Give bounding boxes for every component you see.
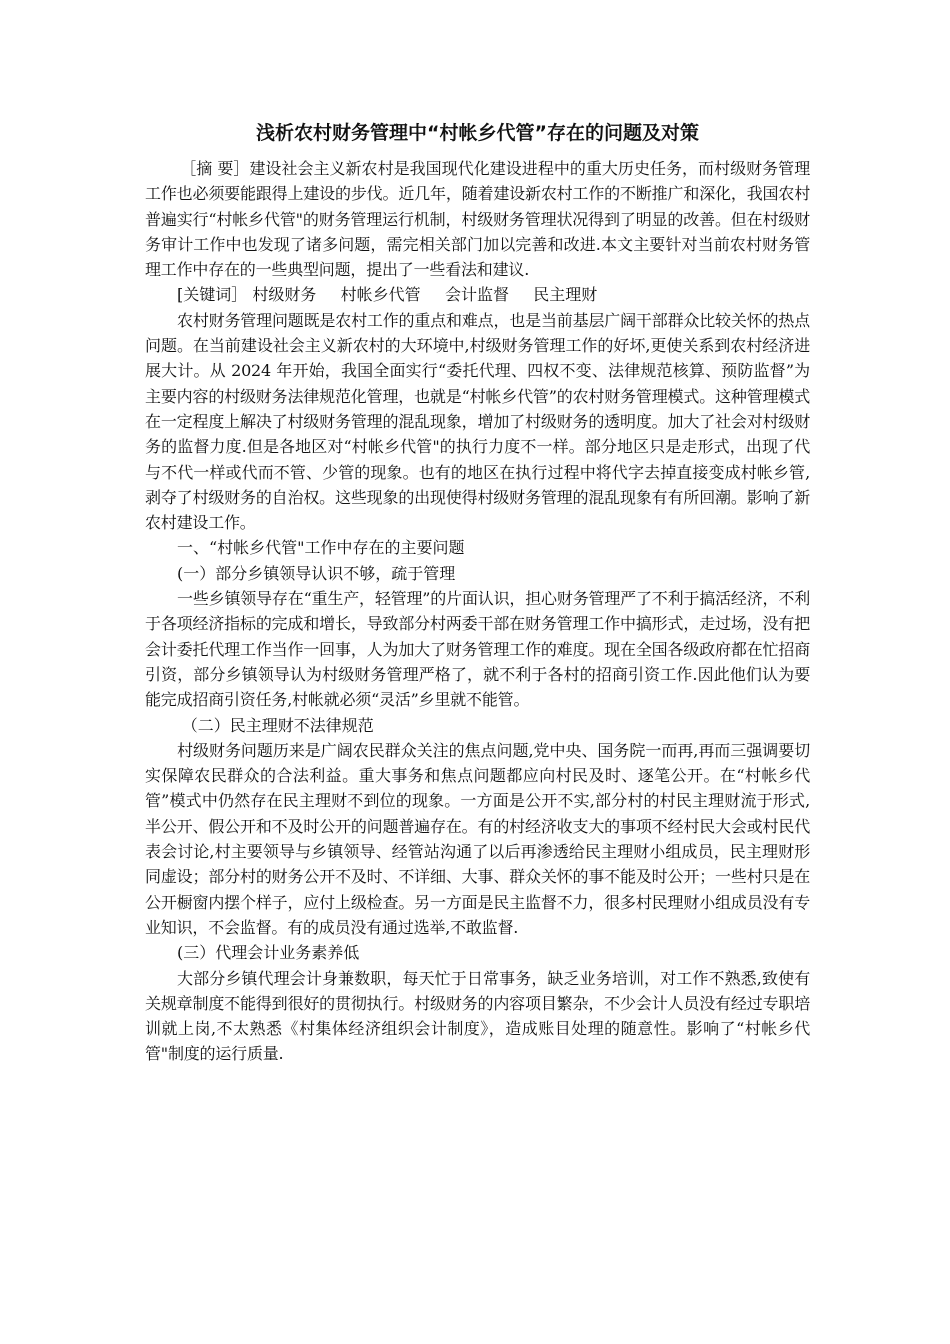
keywords-label: [关键词］ [177,285,248,305]
body-paragraph: 村级财务问题历来是广阔农民群众关注的焦点问题,党中央、国务院一而再,再而三强调要切实保障农民群众的合法利益。重大事务和焦点问题都应向村民及时、逐笔公开。在“村帐乡代管”模式中仍然存在民主理财不到位的现象。一方面是公开不实,部分村的村民主理财流于形式,半公开、假公开和不及时公开的问题普遍存在。有的村经济收支大的事项不经村民大会或村民代表会讨论,村主要领导与乡镇领导、经管站沟通了以后再渗透给民主理财小组成员，民主理财形同虚设；部分村的财务公开不及时、不详细、大事、群众关怀的事不能及时公开；一些村只是在公开橱窗内摆个样子，应付上级检查。另一方面是民主监督不力，很多村民理财小组成员没有专业知识，不会监督。有的成员没有通过选举,不敢监督. [145,740,810,937]
keyword-item: 村级财务 [252,285,317,305]
keyword-item: 民主理财 [533,285,598,305]
body-paragraph: 大部分乡镇代理会计身兼数职，每天忙于日常事务，缺乏业务培训，对工作不熟悉,致使有关规章制度不能得到很好的贯彻执行。村级财务的内容项目繁杂，不少会计人员没有经过专职培训就上岗,不太熟悉《村集体经济组织会计制度》，造成账目处理的随意性。影响了“村帐乡代管"制度的运行质量. [145,968,810,1064]
document-page [145,118,810,1067]
intro-paragraph: 农村财务管理问题既是农村工作的重点和难点，也是当前基层广阔干部群众比较关怀的热点问题。在当前建设社会主义新农村的大环境中,村级财务管理工作的好坏,更使关系到农村经济进展大计。从 2024 年开始，我国全面实行“委托代理、四权不变、法律规范核算、预防监督”为主要内容的村级财务法律规范化管理，也就是“村帐乡代管”的农村财务管理模式。这种管理模式在一定程度上解决了村级财务管理的混乱现象，增加了村级财务的透明度。加大了社会对村级财务的监督力度.但是各地区对“村帐乡代管"的执行力度不一样。部分地区只是走形式，出现了代与不代一样或代而不管、少管的现象。也有的地区在执行过程中将代字去掉直接变成村帐乡管,剥夺了村级财务的自治权。这些现象的出现使得村级财务管理的混乱现象有有所回潮。影响了新农村建设工作。 [145,310,810,533]
abstract-paragraph: ［摘 要］建设社会主义新农村是我国现代化建设进程中的重大历史任务，而村级财务管理工作也必须要能跟得上建设的步伐。近几年，随着建设新农村工作的不断推广和深化，我国农村普遍实行“村帐乡代管"的财务管理运行机制，村级财务管理状况得到了明显的改善。但在村级财务审计工作中也发现了诸多问题，需完相关部门加以完善和改进.本文主要针对当前农村财务管理工作中存在的一些典型问题，提出了一些看法和建议. [145,159,810,280]
subsection-heading: (一）部分乡镇领导认识不够，疏于管理 [177,563,456,583]
subsection-heading: (三）代理会计业务素养低 [177,943,360,963]
body-paragraph: 一些乡镇领导存在“重生产，轻管理”的片面认识，担心财务管理严了不利于搞活经济，不利于各项经济指标的完成和增长，导致部分村两委干部在财务管理工作中搞形式，走过场，没有把会计委托代理工作当作一回事，人为加大了财务管理工作的难度。现在全国各级政府都在忙招商引资，部分乡镇领导认为村级财务管理严格了，就不利于各村的招商引资工作.因此他们认为要能完成招商引资任务,村帐就必须“灵活”乡里就不能管。 [145,589,810,710]
keyword-item: 会计监督 [444,285,509,305]
keywords-line [145,282,810,307]
document-title: 浅析农村财务管理中“村帐乡代管”存在的问题及对策 [256,122,699,144]
section-heading: 一、“村帐乡代管"工作中存在的主要问题 [177,538,465,558]
subsection-heading: （二）民主理财不法律规范 [181,715,374,735]
keyword-item: 村帐乡代管 [340,285,421,305]
